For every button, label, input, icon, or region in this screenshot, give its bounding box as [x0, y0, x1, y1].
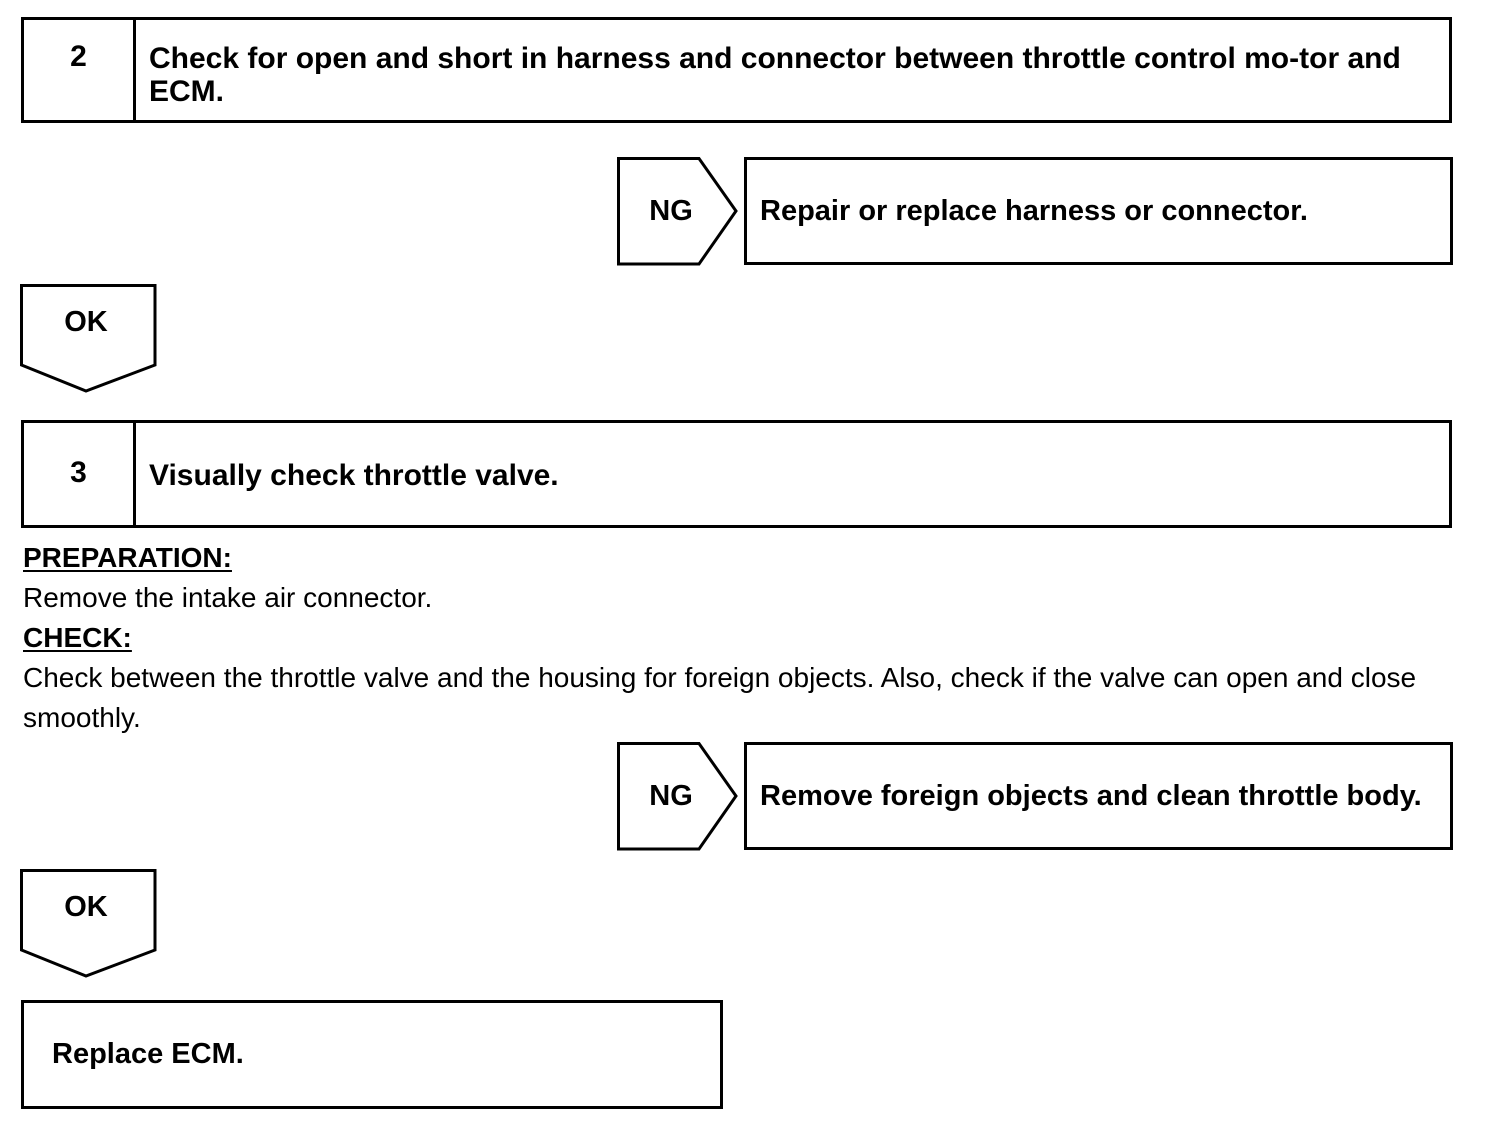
step-2-ng-action-box [744, 157, 1453, 265]
step-2-ok-label: OK [64, 306, 108, 338]
step-3-ok-label: OK [64, 891, 108, 923]
final-action-box [21, 1000, 723, 1109]
step-2-number: 2 [24, 20, 136, 120]
step-3-ng-label: NG [649, 779, 693, 812]
ok-arrow-shape-icon [20, 869, 157, 979]
step-2-title: Check for open and short in harness and connector between throttle control mo-tor and ECM. [149, 42, 1401, 108]
step-2-ng-arrow [617, 157, 739, 265]
step-2-ng-action-text: Repair or replace harness or connector. [760, 194, 1308, 227]
step-3-number: 3 [24, 423, 136, 525]
preparation-text: Remove the intake air connector. [23, 582, 433, 613]
step-2-ng-label: NG [649, 194, 693, 227]
step-3-ok-arrow [20, 869, 157, 979]
final-action-text: Replace ECM. [52, 1038, 244, 1070]
step-3-box [21, 420, 1452, 528]
step-2-box [21, 17, 1452, 123]
check-heading: CHECK: [23, 622, 132, 653]
ok-arrow-shape-icon [20, 284, 157, 394]
step-3-ng-action-text: Remove foreign objects and clean throttle body. [760, 779, 1422, 812]
check-text: Check between the throttle valve and the housing for foreign objects. Also, check if the valve can open and close smoothly. [23, 662, 1417, 733]
preparation-heading: PREPARATION: [23, 542, 232, 573]
step-3-title: Visually check throttle valve. [149, 459, 559, 492]
step-3-ng-arrow [617, 742, 739, 850]
step-2-ok-arrow [20, 284, 157, 394]
step-3-ng-action-box [744, 742, 1453, 850]
